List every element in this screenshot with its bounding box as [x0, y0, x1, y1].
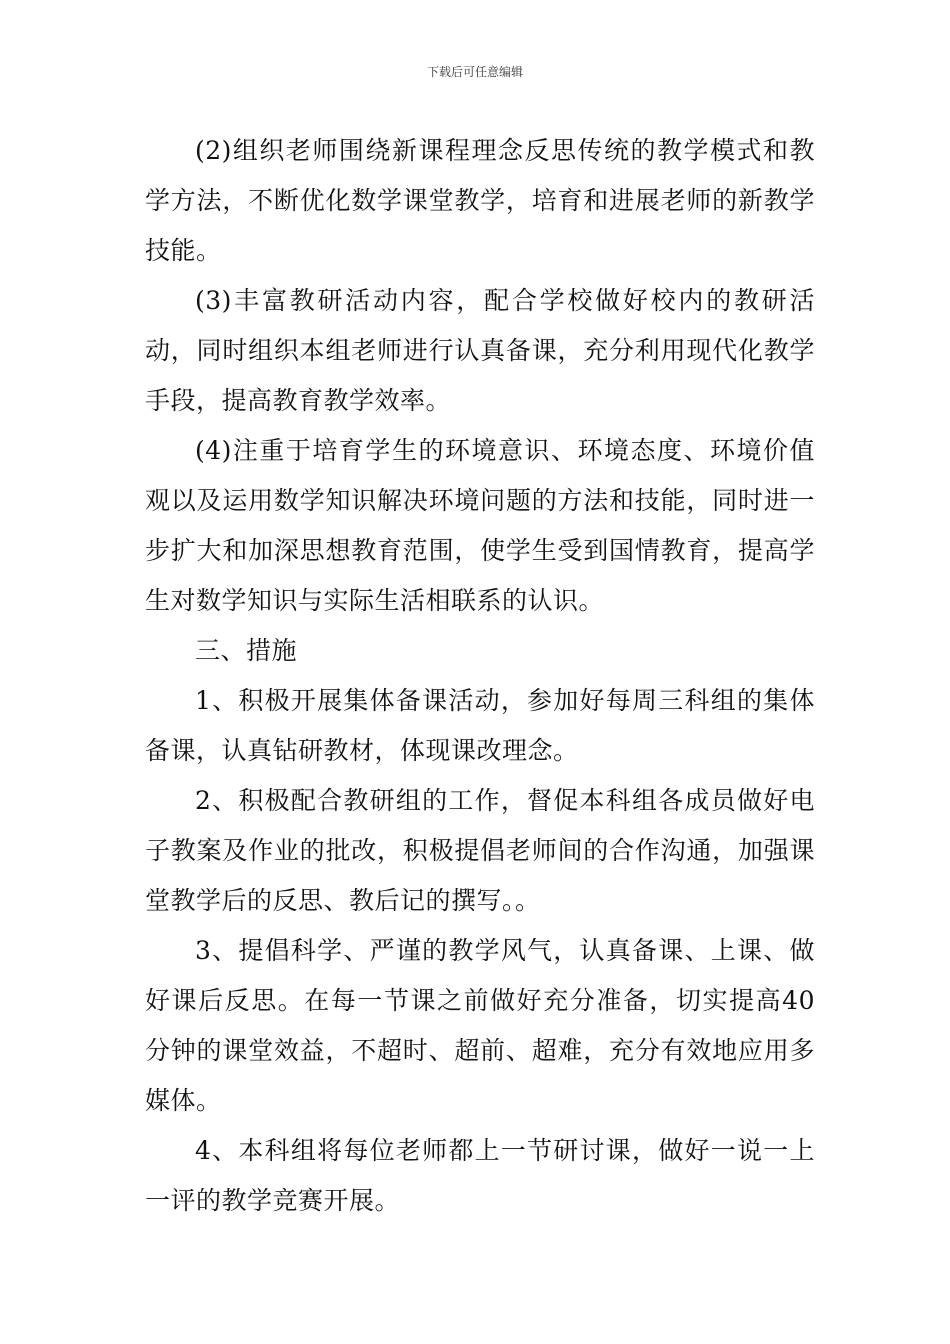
section-heading-measures: 三、措施 [195, 636, 298, 665]
document-body [145, 126, 815, 1226]
measure-2: 2、积极配合教研组的工作，督促本科组各成员做好电子教案及作业的批改，积极提倡老师间的合作沟通，加强课堂教学后的反思、教后记的撰写。。 [145, 786, 815, 915]
paragraph-item-2: (2)组织老师围绕新课程理念反思传统的教学模式和教学方法，不断优化数学课堂教学，培育和进展老师的新教学技能。 [145, 136, 815, 265]
measure-3: 3、提倡科学、严谨的教学风气，认真备课、上课、做好课后反思。在每一节课之前做好充分准备，切实提高40分钟的课堂效益，不超时、超前、超难，充分有效地应用多媒体。 [145, 936, 815, 1115]
measure-1: 1、积极开展集体备课活动，参加好每周三科组的集体备课，认真钻研教材，体现课改理念。 [145, 686, 815, 765]
page-header: 下载后可任意编辑 [426, 65, 523, 79]
measure-4: 4、本科组将每位老师都上一节研讨课，做好一说一上一评的教学竞赛开展。 [145, 1136, 815, 1215]
paragraph-item-4: (4)注重于培育学生的环境意识、环境态度、环境价值观以及运用数学知识解决环境问题的方法和技能，同时进一步扩大和加深思想教育范围，使学生受到国情教育，提高学生对数学知识与实际生活相联系的认识。 [145, 436, 815, 615]
paragraph-item-3: (3)丰富教研活动内容，配合学校做好校内的教研活动，同时组织本组老师进行认真备课，充分利用现代化教学手段，提高教育教学效率。 [145, 286, 815, 415]
